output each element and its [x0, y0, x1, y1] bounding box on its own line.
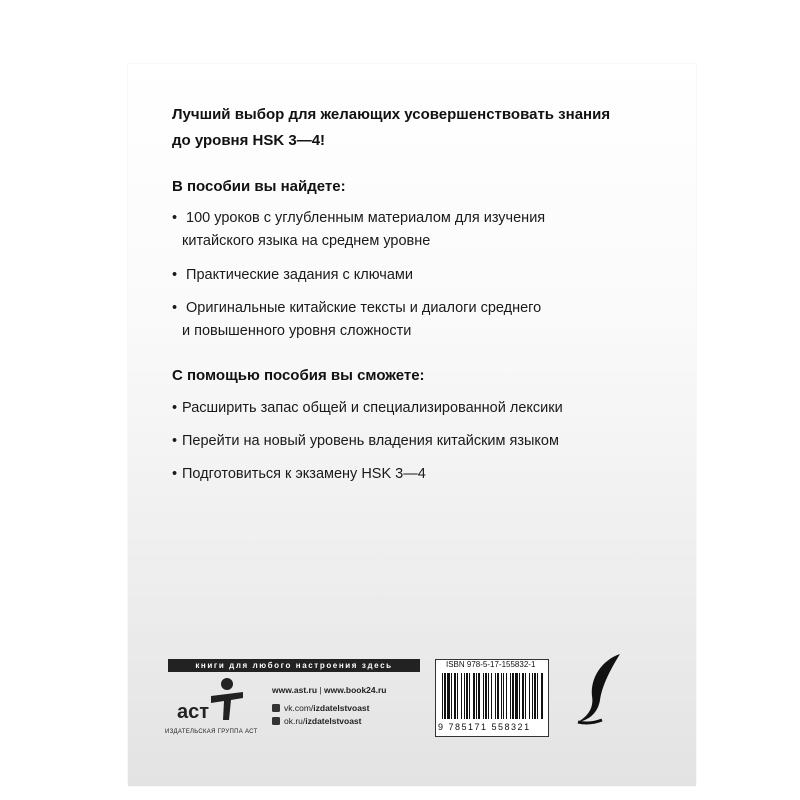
ok-icon: [272, 717, 280, 725]
list-item-line: Оригинальные китайские тексты и диалоги среднего: [186, 300, 542, 316]
list-item: • Подготовиться к экзамену HSK 3—4: [172, 463, 662, 486]
barcode-bar: [495, 673, 496, 719]
publisher-tagline: книги для любого настроения здесь: [168, 659, 420, 672]
website-links: [272, 684, 387, 697]
website-book24[interactable]: www.book24.ru: [324, 685, 387, 695]
barcode-bar: [501, 673, 502, 719]
ast-logo-icon: [171, 676, 261, 726]
ok-handle: izdatelstvoast: [305, 716, 362, 726]
barcode-bar: [534, 673, 536, 719]
section-title-find: В пособии вы найдете:: [172, 178, 346, 195]
barcode-bar: [525, 673, 526, 719]
list-item-line: Практические задания с ключами: [186, 267, 413, 283]
quill-logo-icon: [572, 650, 628, 728]
website-ast[interactable]: www.ast.ru: [272, 685, 318, 695]
headline-line-1: Лучший выбор для желающих усовершенствовать знания: [172, 106, 611, 123]
section-title-able: С помощью пособия вы сможете:: [172, 367, 425, 384]
barcode-bar: [469, 673, 470, 719]
barcode-bar: [478, 673, 480, 719]
barcode-bar: [488, 673, 489, 719]
barcode-bar: [537, 673, 538, 719]
barcode-bar: [461, 673, 462, 719]
barcode-bars: [440, 673, 544, 721]
list-item-line: и повышенного уровня сложности: [182, 323, 412, 339]
barcode-bar: [451, 673, 452, 719]
barcode-bar: [512, 673, 514, 719]
list-item: [172, 207, 662, 253]
barcode-bar: [503, 673, 504, 719]
list-item-line: 100 уроков с углубленным материалом для изучения: [186, 210, 546, 226]
list-item: [172, 264, 662, 287]
barcode-bar: [454, 673, 456, 719]
barcode-bar: [485, 673, 487, 719]
headline-line-2: до уровня HSK 3—4!: [172, 132, 326, 149]
list-item: • Расширить запас общей и специализированной лексики: [172, 397, 662, 420]
barcode-bar: [506, 673, 507, 719]
list-item: [172, 297, 662, 343]
barcode-bar: [519, 673, 520, 719]
barcode: [440, 673, 544, 721]
barcode-bar: [466, 673, 468, 719]
list-item: • Перейти на новый уровень владения китайским языком: [172, 430, 662, 453]
vk-icon: [272, 704, 280, 712]
barcode-bar: [444, 673, 446, 719]
barcode-bar: [464, 673, 465, 719]
barcode-bar: [483, 673, 484, 719]
barcode-bar: [532, 673, 533, 719]
barcode-bar: [541, 673, 543, 719]
isbn-label: ISBN 978-5-17-155832-1: [446, 660, 536, 669]
barcode-bar: [457, 673, 458, 719]
barcode-bar: [497, 673, 499, 719]
barcode-bar: [442, 673, 443, 719]
barcode-bar: [510, 673, 511, 719]
barcode-bar: [473, 673, 475, 719]
links-separator: |: [319, 685, 322, 695]
publisher-group-label: ИЗДАТЕЛЬСКАЯ ГРУППА АСТ: [165, 729, 258, 735]
barcode-digits: 9 785171 558321: [438, 722, 531, 732]
barcode-bar: [447, 673, 450, 719]
vk-link[interactable]: [272, 702, 387, 715]
vk-prefix: vk.com/: [284, 703, 314, 713]
headline: [172, 102, 672, 154]
ok-link[interactable]: [272, 715, 387, 728]
ast-logo-text: аст: [177, 701, 210, 723]
vk-handle: izdatelstvoast: [313, 703, 370, 713]
barcode-bar: [491, 673, 492, 719]
barcode-bar: [515, 673, 518, 719]
ok-prefix: ok.ru/: [284, 716, 306, 726]
publisher-links: [272, 684, 387, 728]
list-item-line: китайского языка на среднем уровне: [182, 233, 431, 249]
barcode-bar: [522, 673, 524, 719]
barcode-bar: [529, 673, 530, 719]
barcode-bar: [476, 673, 477, 719]
